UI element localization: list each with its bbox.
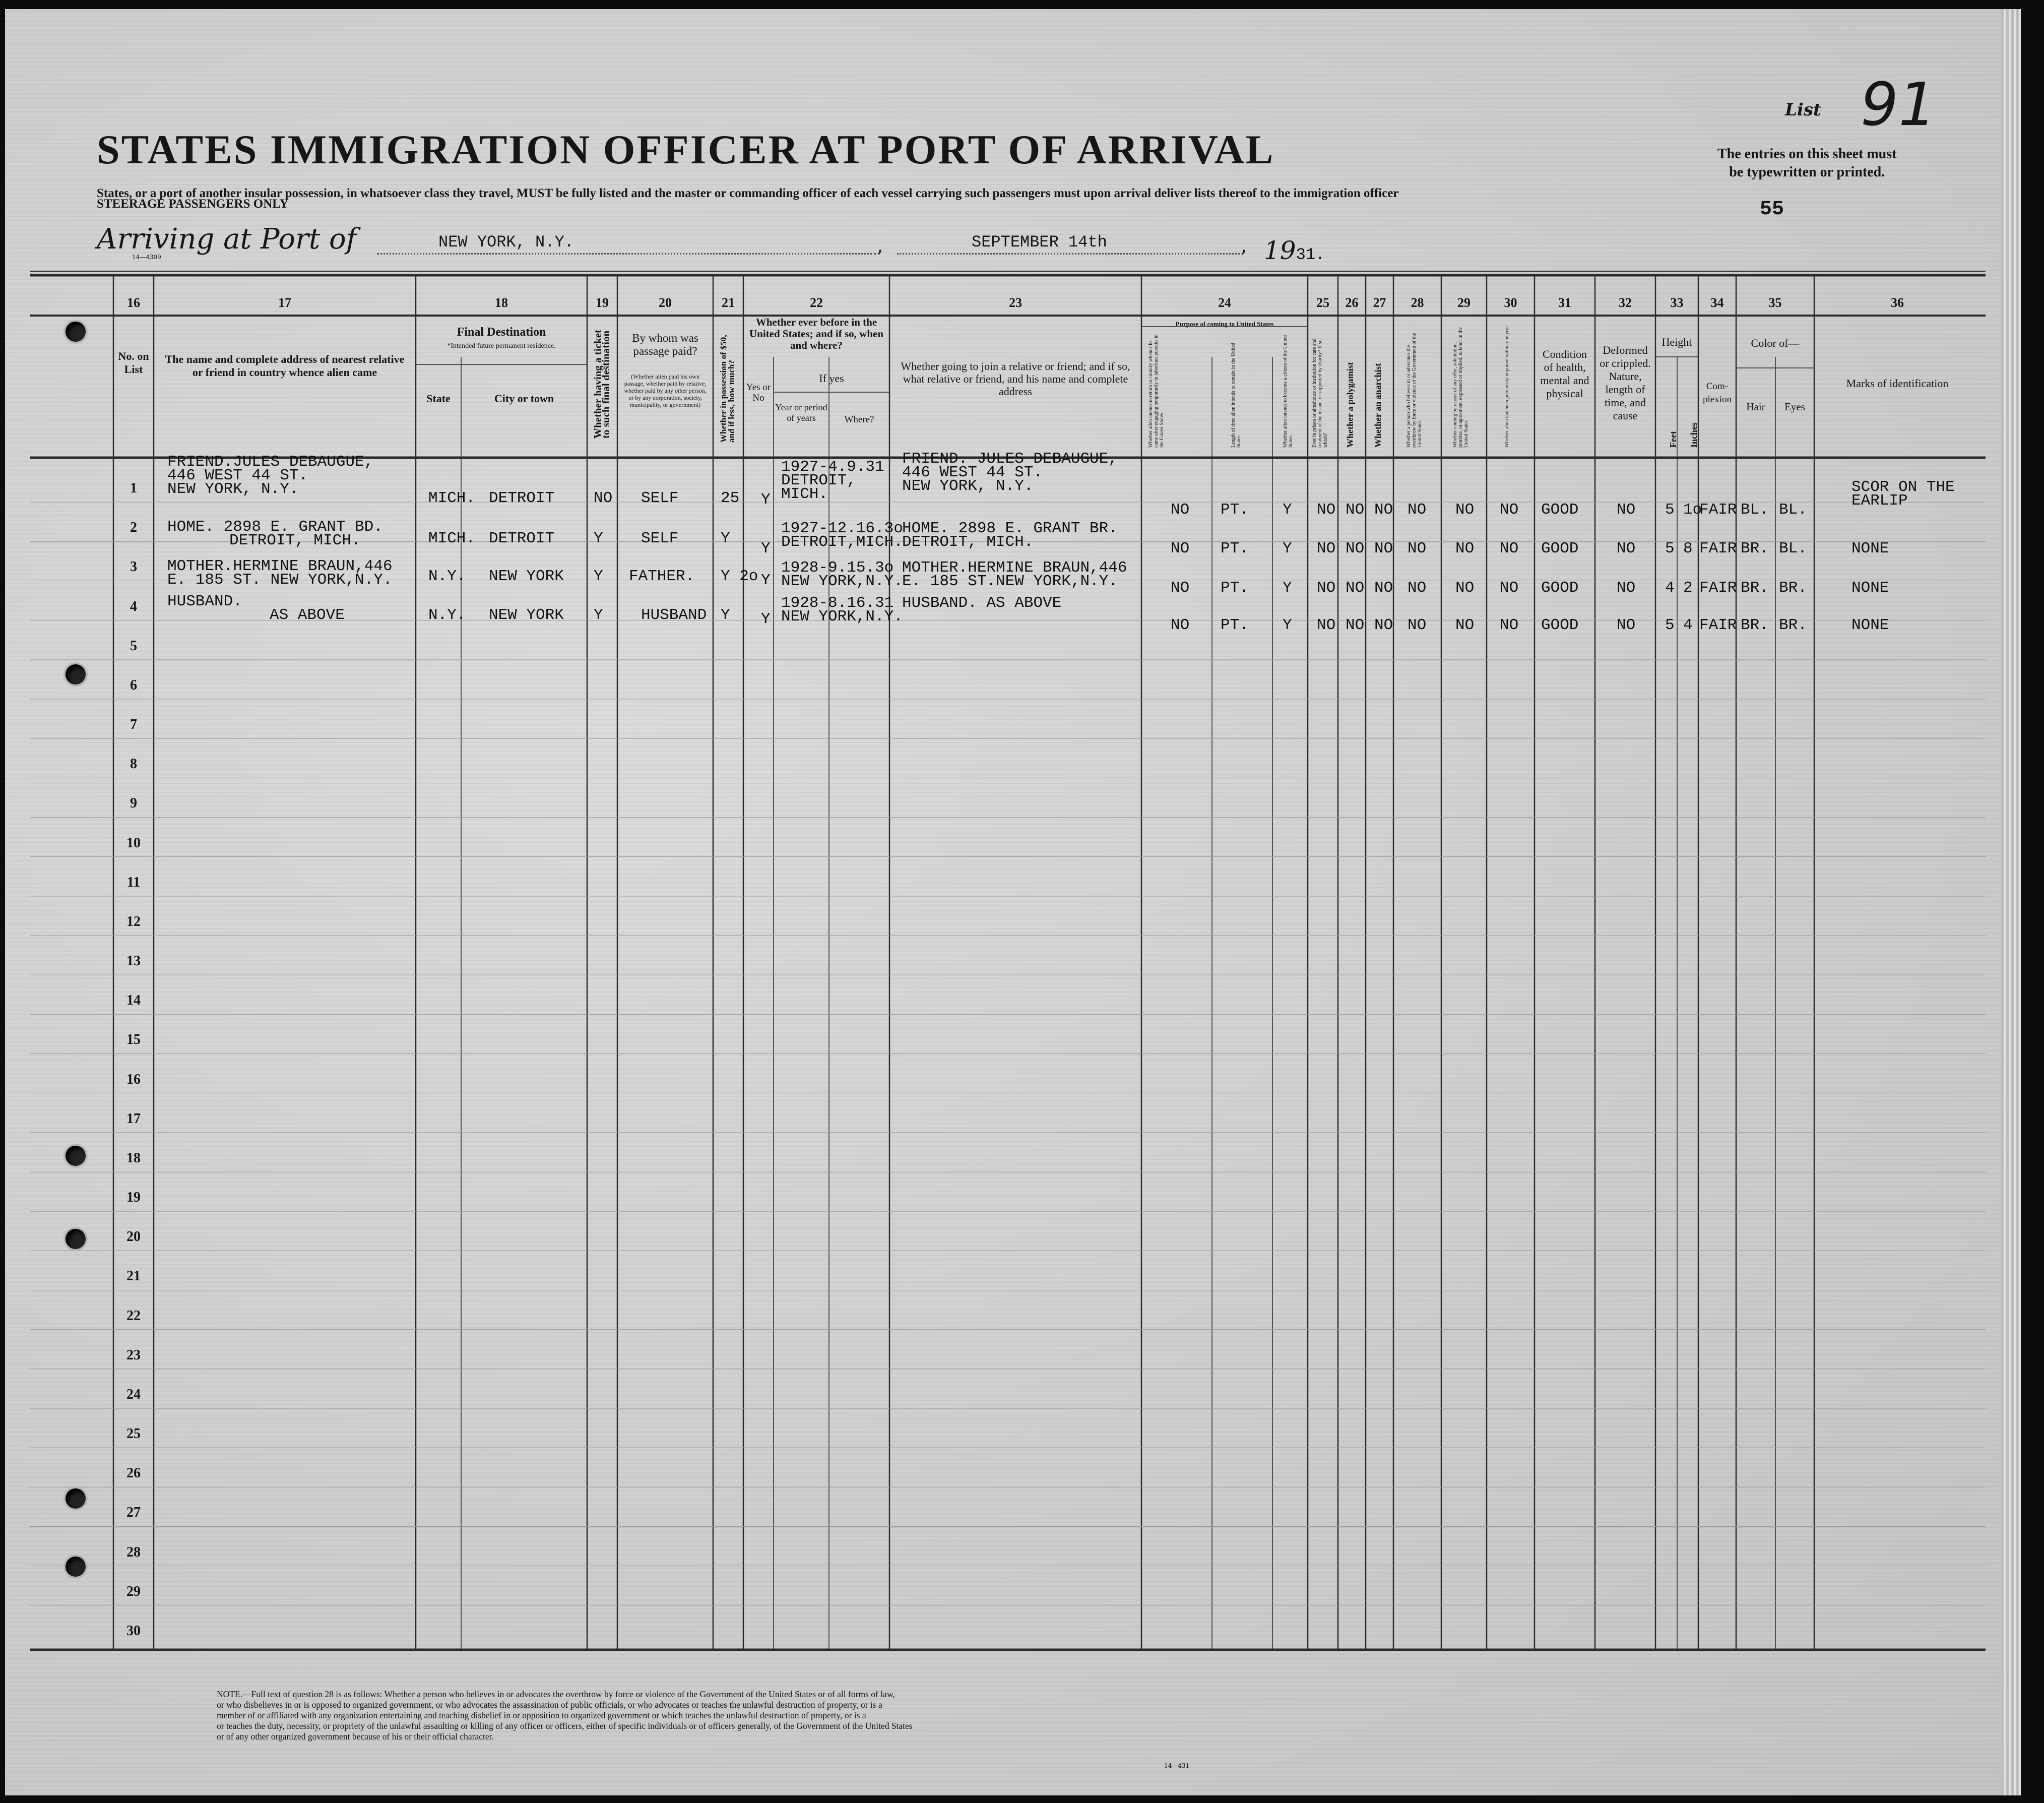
fifty-dollars-cell: Y xyxy=(721,606,730,624)
manifest-grid xyxy=(5,9,2021,1795)
list-number-handwritten: 91 xyxy=(1861,70,1937,139)
complexion-cell: FAIR xyxy=(1699,579,1737,597)
relative-address-line: NEW YORK, N.Y. xyxy=(167,480,299,498)
col-18-number: 18 xyxy=(495,295,508,310)
col-16-number: 16 xyxy=(127,295,140,310)
q27-cell: NO xyxy=(1374,501,1393,519)
deformed-cell: NO xyxy=(1617,579,1636,597)
col-30-number: 30 xyxy=(1504,295,1517,310)
city-cell: DETROIT xyxy=(489,530,555,547)
hair-cell: BR. xyxy=(1741,540,1769,557)
q26-cell: NO xyxy=(1346,616,1365,634)
hair-cell: BL. xyxy=(1741,501,1769,519)
q28-cell: NO xyxy=(1408,501,1427,519)
relative-address-line: E. 185 ST. NEW YORK,N.Y. xyxy=(167,571,393,589)
deformed-cell: NO xyxy=(1617,540,1636,557)
eyes-cell: BL. xyxy=(1779,501,1807,519)
header-city: City or town xyxy=(494,392,554,405)
eyes-cell: BR. xyxy=(1779,616,1807,634)
row-number: 29 xyxy=(126,1583,141,1599)
col-32-number: 32 xyxy=(1619,295,1632,310)
binding-hole xyxy=(66,1557,86,1577)
header-no-on-list: No. on List xyxy=(118,350,149,376)
row-number: 6 xyxy=(130,677,137,693)
header-condition: Condition of health, mental and physical xyxy=(1540,348,1589,400)
ticket-cell: Y xyxy=(594,606,603,624)
complexion-cell: FAIR xyxy=(1699,616,1737,634)
header-passage: By whom was passage paid? xyxy=(632,332,698,357)
before-us-cell: Y xyxy=(761,610,771,628)
arrival-year: 1931. xyxy=(1264,236,1325,265)
deformed-cell: NO xyxy=(1617,616,1636,634)
footer-form-number: 14—431 xyxy=(1164,1762,1190,1769)
header-yes-no: Yes or No xyxy=(746,382,771,403)
year-period-line: NEW YORK,N.Y. xyxy=(781,573,903,590)
col-36-number: 36 xyxy=(1891,295,1904,310)
typewritten-instruction: The entries on this sheet must be typewritten or printed. xyxy=(1717,146,1897,180)
feet-cell: 5 xyxy=(1665,540,1675,557)
purpose-citizen-cell: Y xyxy=(1283,501,1292,519)
ticket-cell: Y xyxy=(594,568,603,585)
relative-address-line: HOME. 2898 E. GRANT BD. xyxy=(167,518,383,536)
header-where: Where? xyxy=(844,414,874,425)
row-number: 4 xyxy=(130,598,137,614)
row-number: 14 xyxy=(126,992,141,1009)
col-23-number: 23 xyxy=(1009,295,1022,310)
state-cell: MICH. xyxy=(428,489,476,507)
purpose-length-cell: PT. xyxy=(1221,540,1249,557)
purpose-return-cell: NO xyxy=(1171,616,1190,634)
q25-cell: NO xyxy=(1317,540,1336,557)
header-final-destination-note: *Intended future permanent residence. xyxy=(447,342,556,350)
year-period-line: 1928-8.16.31 xyxy=(781,594,894,612)
city-cell: DETROIT xyxy=(489,489,555,507)
header-purpose: Purpose of coming to United States xyxy=(1175,320,1274,328)
row-number: 21 xyxy=(126,1268,141,1284)
city-cell: NEW YORK xyxy=(489,606,564,624)
q29-cell: NO xyxy=(1455,579,1475,597)
state-cell: N.Y. xyxy=(428,568,466,585)
row-number: 3 xyxy=(130,559,137,575)
health-cell: GOOD xyxy=(1541,616,1579,634)
row-number: 7 xyxy=(130,717,137,733)
q28-cell: NO xyxy=(1408,579,1427,597)
year-period-line: 1927-12.16.3o xyxy=(781,520,903,537)
header-q28: Whether a person who believes in or advocates the overthrow by force or violence of the Government of the United States xyxy=(1406,333,1423,448)
eyes-cell: BR. xyxy=(1779,579,1807,597)
page-title: STATES IMMIGRATION OFFICER AT PORT OF ARRIVAL xyxy=(97,127,1275,172)
health-cell: GOOD xyxy=(1541,540,1579,557)
joining-relative-line: HUSBAND. AS ABOVE xyxy=(902,594,1062,612)
q29-cell: NO xyxy=(1455,501,1475,519)
purpose-citizen-cell: Y xyxy=(1283,579,1292,597)
col-28-number: 28 xyxy=(1411,295,1424,310)
header-marks: Marks of identification xyxy=(1846,377,1949,390)
row-number: 20 xyxy=(126,1229,141,1245)
col-25-number: 25 xyxy=(1316,295,1329,310)
q26-cell: NO xyxy=(1346,579,1365,597)
passage-paid-cell: SELF xyxy=(641,489,679,507)
purpose-citizen-cell: Y xyxy=(1283,616,1292,634)
header-eyes: Eyes xyxy=(1784,401,1805,413)
header-feet: Feet xyxy=(1668,431,1678,448)
q27-cell: NO xyxy=(1374,616,1393,634)
feet-cell: 4 xyxy=(1665,579,1675,597)
before-us-cell: Y xyxy=(761,572,771,589)
arrival-port: NEW YORK, N.Y. xyxy=(438,233,574,252)
year-period-line: MICH. xyxy=(781,485,828,503)
list-label: List xyxy=(1785,100,1821,120)
col-26-number: 26 xyxy=(1345,295,1359,310)
feet-cell: 5 xyxy=(1665,616,1675,634)
header-if-yes: If yes xyxy=(819,372,844,385)
manifest-sheet xyxy=(5,9,2021,1795)
inches-cell: 8 xyxy=(1683,540,1693,557)
binding-hole xyxy=(66,664,86,685)
row-number: 23 xyxy=(126,1347,141,1363)
row-number: 24 xyxy=(126,1386,141,1402)
eyes-cell: BL. xyxy=(1779,540,1807,557)
q30-cell: NO xyxy=(1500,540,1519,557)
q28-cell: NO xyxy=(1408,540,1427,557)
header-final-destination: Final Destination xyxy=(457,326,546,339)
state-cell: MICH. xyxy=(428,530,476,547)
purpose-length-cell: PT. xyxy=(1221,501,1249,519)
header-color-of: Color of— xyxy=(1751,337,1800,349)
q30-cell: NO xyxy=(1500,501,1519,519)
marks-cell: NONE xyxy=(1851,540,1889,557)
fifty-dollars-cell: 25 xyxy=(721,489,740,507)
row-number: 13 xyxy=(126,953,141,969)
binding-hole xyxy=(66,322,86,342)
header-inches: Inches xyxy=(1689,422,1699,448)
header-state: State xyxy=(426,392,451,405)
joining-relative-line: NEW YORK, N.Y. xyxy=(902,477,1034,495)
q28-cell: NO xyxy=(1408,616,1427,634)
purpose-return-cell: NO xyxy=(1171,540,1190,557)
complexion-cell: FAIR xyxy=(1699,540,1737,557)
row-number: 27 xyxy=(126,1505,141,1521)
q30-cell: NO xyxy=(1500,579,1519,597)
row-number: 9 xyxy=(130,795,137,812)
q26-cell: NO xyxy=(1346,540,1365,557)
relative-address-line: DETROIT, MICH. xyxy=(229,532,361,549)
state-cell: N.Y. xyxy=(428,606,466,624)
col-33-number: 33 xyxy=(1670,295,1684,310)
header-ticket: Whether having a ticket to such final destination xyxy=(592,329,612,439)
row-number: 15 xyxy=(126,1032,141,1048)
col-21-number: 21 xyxy=(722,295,735,310)
footer-note: NOTE.—Full text of question 28 is as follows: Whether a person who believes in or advocates the overthrow by force or violence of the Government of the United States or of all forms of law, or who disbelieves in or is opposed to organized government, or who advocates the assassination of public officials, or who advocates or teaches the unlawful destruction of property, or is a member of or affiliated with any organization entertaining and teaching disbelief in or opposition to organized government or which teaches the unlawful destruction of property, or is a or teaches the duty, necessity, or propriety of the unlawful assaulting or killing of any officer or officers, either of specific individuals or of officers generally, of the Government of the United States or of any other organized government because of his or their official character. xyxy=(217,1689,913,1742)
passage-paid-cell: SELF xyxy=(641,530,679,547)
header-purpose-citizen: Whether alien intends to become a citizen of the United States xyxy=(1283,335,1294,448)
col-17-number: 17 xyxy=(278,295,291,310)
header-anarchist: Whether an anarchist xyxy=(1373,363,1383,448)
ticket-cell: Y xyxy=(594,530,603,547)
header-purpose-length: Length of time alien intends to remain in the United States xyxy=(1231,342,1242,448)
fifty-dollars-cell: Y 2o xyxy=(721,568,758,585)
header-q30: Whether alien had been previously deported within one year xyxy=(1504,326,1510,448)
col-29-number: 29 xyxy=(1457,295,1471,310)
arrival-date: SEPTEMBER 14th xyxy=(972,233,1107,252)
binding-hole xyxy=(66,1229,86,1249)
deformed-cell: NO xyxy=(1617,501,1636,519)
header-hair: Hair xyxy=(1746,401,1765,413)
marks-cell: NONE xyxy=(1851,579,1889,597)
marks-cell: SCOR ON THE xyxy=(1851,478,1955,496)
before-us-cell: Y xyxy=(761,540,771,557)
joining-relative-line: FRIEND. JULES DEBAUGUE, xyxy=(902,450,1118,468)
col-27-number: 27 xyxy=(1373,295,1386,310)
year-period-line: DETROIT, xyxy=(781,472,856,489)
row-number: 12 xyxy=(126,913,141,929)
purpose-citizen-cell: Y xyxy=(1283,540,1292,557)
col-31-number: 31 xyxy=(1558,295,1571,310)
col-20-number: 20 xyxy=(659,295,672,310)
q29-cell: NO xyxy=(1455,540,1475,557)
complexion-cell: FAIR xyxy=(1699,501,1737,519)
q27-cell: NO xyxy=(1374,540,1393,557)
year-period-line: NEW YORK,N.Y. xyxy=(781,608,903,626)
header-fifty-dollars: Whether in possession of $50, and if less, how much? xyxy=(719,335,736,443)
row-number: 10 xyxy=(126,835,141,851)
inches-cell: 4 xyxy=(1683,616,1693,634)
joining-relative-line: E. 185 ST.NEW YORK,N.Y. xyxy=(902,573,1118,590)
row-number: 17 xyxy=(126,1110,141,1127)
steerage-label: STEERAGE PASSENGERS ONLY xyxy=(97,197,289,211)
header-prison: Ever in prison or almshouse or institution for care and treatment of the insane, or supported by charity? If so, which? xyxy=(1312,338,1328,448)
row-number: 19 xyxy=(126,1190,141,1206)
header-purpose-return: Whether alien intends to return to country whence he came after engaging temporarily in laborious pursuits in the United States xyxy=(1148,334,1165,448)
feet-cell: 5 xyxy=(1665,501,1675,519)
q25-cell: NO xyxy=(1317,579,1336,597)
header-year-period: Year or period of years xyxy=(775,402,827,423)
passage-paid-cell: HUSBAND xyxy=(641,606,707,624)
year-period-line: 1927-4.9.31 xyxy=(781,458,884,476)
joining-relative-line: HOME. 2898 E. GRANT BR. xyxy=(902,520,1118,537)
q30-cell: NO xyxy=(1500,616,1519,634)
header-subline: States, or a port of another insular possession, in whatsoever class they travel, MUST be fully listed and the master or commanding officer of each vessel carrying such passengers must upon arrival deliver lists thereof to the immigration officer xyxy=(97,186,1399,200)
header-polygamist: Whether a polygamist xyxy=(1345,362,1355,448)
inches-cell: 2 xyxy=(1683,579,1693,597)
comma: , xyxy=(1241,234,1247,257)
row-number: 2 xyxy=(130,520,137,536)
comma: , xyxy=(877,234,883,257)
sheet-page-number: 55 xyxy=(1760,198,1784,221)
arriving-label: Arriving at Port of xyxy=(97,223,357,256)
row-number: 28 xyxy=(126,1544,141,1560)
ticket-cell: NO xyxy=(594,489,613,507)
relative-address-line: AS ABOVE xyxy=(270,606,345,624)
relative-address-line: HUSBAND. xyxy=(167,593,242,610)
q25-cell: NO xyxy=(1317,501,1336,519)
binding-hole xyxy=(66,1146,86,1166)
purpose-return-cell: NO xyxy=(1171,501,1190,519)
header-deformed: Deformed or crippled. Nature, length of time, and cause xyxy=(1600,344,1651,422)
year-period-line: 1928-9.15.3o xyxy=(781,559,894,577)
col-22-number: 22 xyxy=(810,295,823,310)
passage-paid-cell: FATHER. xyxy=(629,568,695,585)
header-complexion: Com-plexion xyxy=(1703,381,1732,405)
col-35-number: 35 xyxy=(1768,295,1782,310)
header-relative: The name and complete address of nearest relative or friend in country whence alien came xyxy=(165,353,405,379)
city-cell: NEW YORK xyxy=(489,568,564,585)
col-19-number: 19 xyxy=(596,295,609,310)
q29-cell: NO xyxy=(1455,616,1475,634)
health-cell: GOOD xyxy=(1541,579,1579,597)
row-number: 30 xyxy=(126,1623,141,1639)
row-number: 11 xyxy=(126,874,141,890)
joining-relative-line: 446 WEST 44 ST. xyxy=(902,464,1043,481)
binding-hole xyxy=(66,1488,86,1509)
health-cell: GOOD xyxy=(1541,501,1579,519)
purpose-length-cell: PT. xyxy=(1221,616,1249,634)
row-number: 1 xyxy=(130,480,137,496)
row-number: 25 xyxy=(126,1426,141,1442)
marks-cell: EARLIP xyxy=(1851,492,1908,510)
header-passage-note: (Whether alien paid his own passage, whether paid by relative, whether paid by any other person, or by any corporation, society, municipality, or government) xyxy=(624,373,707,408)
row-number: 8 xyxy=(130,756,137,772)
col-34-number: 34 xyxy=(1710,295,1724,310)
header-height: Height xyxy=(1662,336,1692,348)
form-number: 14—4309 xyxy=(132,254,161,261)
q26-cell: NO xyxy=(1346,501,1365,519)
year-period-line: DETROIT,MICH. xyxy=(781,533,903,551)
header-q29: Whether coming by reason of any offer, solicitation, promise, or agreement, expressed or implied, to labor in the United States xyxy=(1452,327,1469,448)
header-joining: Whether going to join a relative or friend; and if so, what relative or friend, and his name and complete address xyxy=(901,360,1130,398)
row-number: 5 xyxy=(130,638,137,654)
header-before-us: Whether ever before in the United States; and if so, when and where? xyxy=(749,316,884,351)
relative-address-line: MOTHER.HERMINE BRAUN,446 xyxy=(167,557,393,575)
q25-cell: NO xyxy=(1317,616,1336,634)
purpose-length-cell: PT. xyxy=(1221,579,1249,597)
hair-cell: BR. xyxy=(1741,616,1769,634)
col-24-number: 24 xyxy=(1218,295,1231,310)
joining-relative-line: MOTHER.HERMINE BRAUN,446 xyxy=(902,559,1127,577)
fifty-dollars-cell: Y xyxy=(721,530,730,547)
row-number: 26 xyxy=(126,1465,141,1481)
row-number: 16 xyxy=(126,1071,141,1087)
relative-address-line: 446 WEST 44 ST. xyxy=(167,467,308,484)
hair-cell: BR. xyxy=(1741,579,1769,597)
joining-relative-line: DETROIT, MICH. xyxy=(902,533,1034,551)
row-number: 18 xyxy=(126,1150,141,1166)
q27-cell: NO xyxy=(1374,579,1393,597)
purpose-return-cell: NO xyxy=(1171,579,1190,597)
inches-cell: 1o xyxy=(1683,501,1702,519)
relative-address-line: FRIEND.JULES DEBAUGUE, xyxy=(167,453,374,471)
row-number: 22 xyxy=(126,1308,141,1324)
marks-cell: NONE xyxy=(1851,616,1889,634)
before-us-cell: Y xyxy=(761,491,771,509)
